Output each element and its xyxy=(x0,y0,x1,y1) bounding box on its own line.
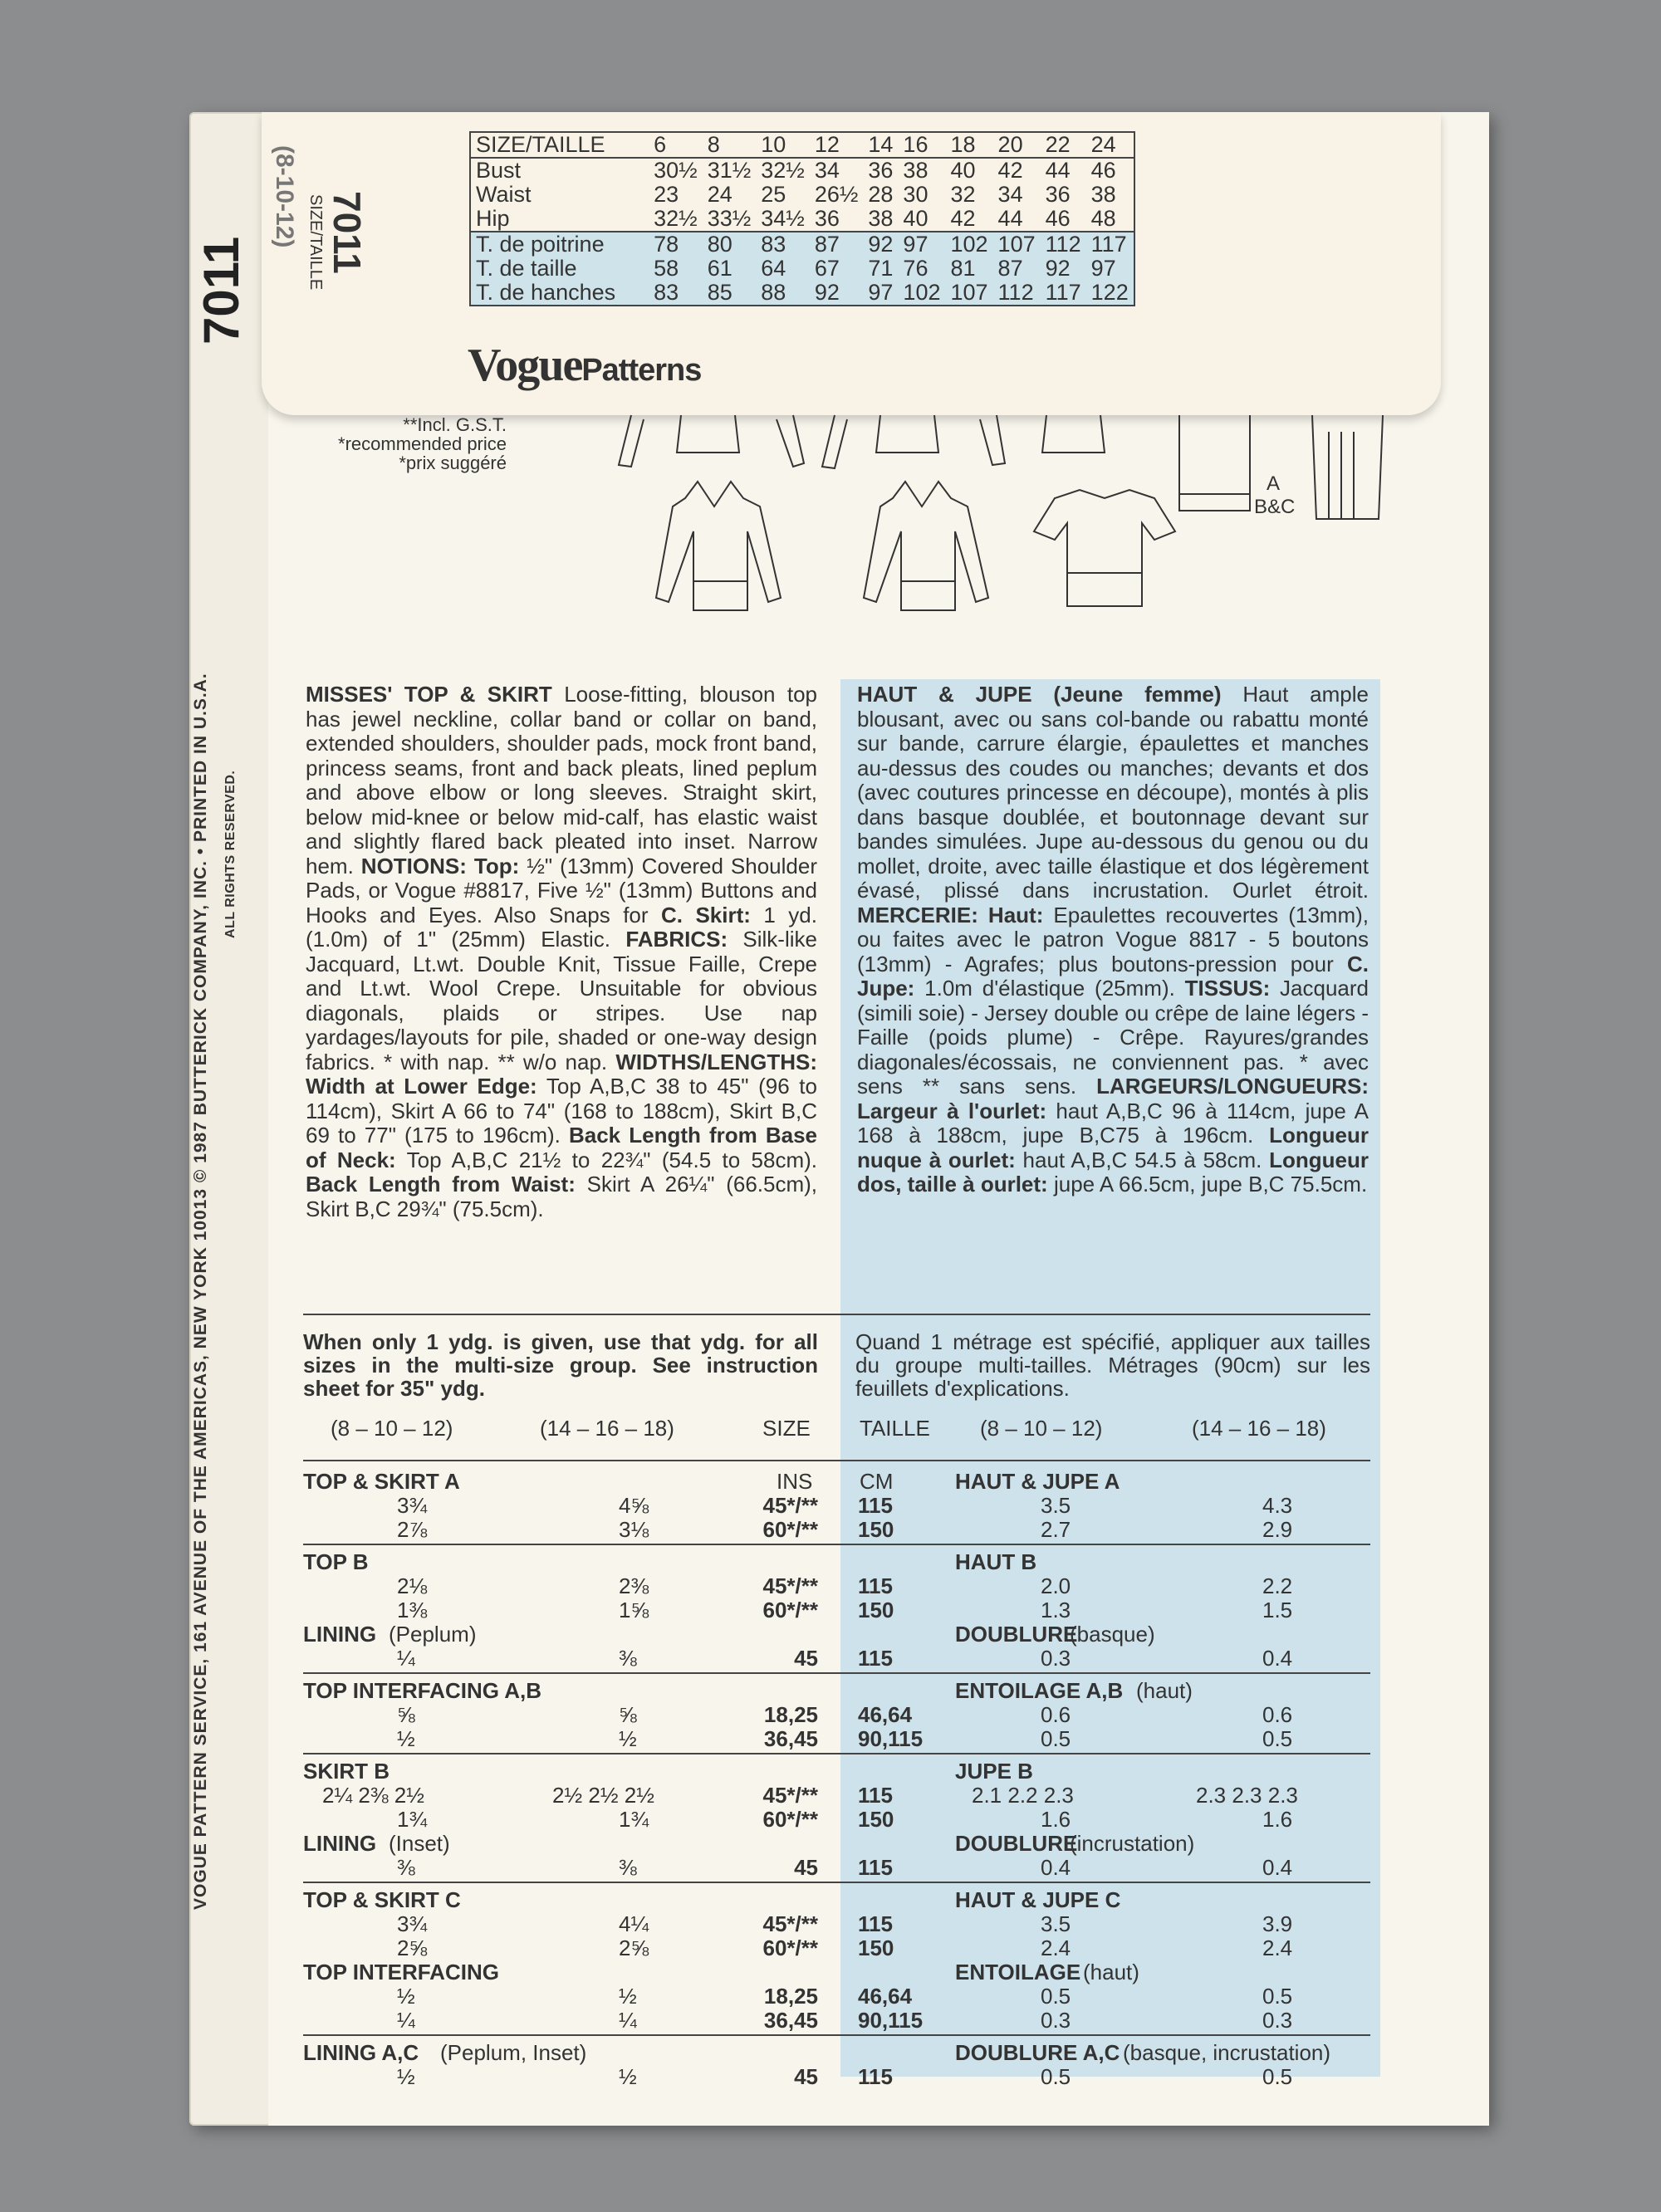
notions-text: ½" (13mm) Covered Shoulder Pads, or Vogue #8817, Five ½" (13mm) Buttons and Hooks and Eyes. Also Snaps for xyxy=(306,853,817,927)
yard-cell: 2⅛ xyxy=(397,1573,428,1598)
section-title: SKIRT B xyxy=(303,1759,390,1784)
size-cell: 30 xyxy=(903,182,928,207)
meter-cell: 1.6 xyxy=(1262,1807,1293,1832)
size-cell: 112 xyxy=(1041,232,1086,257)
publisher-info: VOGUE PATTERN SERVICE, 161 AVENUE OF THE AMERICAS, NEW YORK 10013 © 1987 BUTTERICK COMPANY, INC. • PRINTED IN U.S.A. xyxy=(191,673,210,1910)
size-cell: 30½ xyxy=(654,158,698,183)
meter-cell: 0.3 xyxy=(1041,2008,1071,2033)
size-cell: 61 xyxy=(703,257,757,281)
meter-cell: 0.6 xyxy=(1262,1702,1293,1727)
yard-cell: ⅝ xyxy=(397,1702,415,1727)
ins-cell: 45 xyxy=(794,1646,818,1671)
size-group-1: (8 – 10 – 12) xyxy=(331,1416,453,1441)
size-cell: 6 xyxy=(649,132,703,158)
size-cell: 22 xyxy=(1041,132,1086,158)
size-cell: 36 xyxy=(868,158,894,183)
size-cell: 34½ xyxy=(761,206,805,231)
ins-cell: 45 xyxy=(794,2064,818,2089)
yard-cell: 3¾ xyxy=(397,1911,428,1936)
yard-cell: ½ xyxy=(397,1984,415,2009)
size-cell: 92 xyxy=(810,281,864,306)
cm-cell: 150 xyxy=(858,1598,894,1622)
size-row-label: T. de taille xyxy=(470,257,649,281)
ins-cell: 45*/** xyxy=(762,1911,818,1936)
size-cell: 58 xyxy=(649,257,703,281)
size-cell: 10 xyxy=(756,132,810,158)
size-cell: 42 xyxy=(950,206,976,231)
top-figure-2 xyxy=(864,482,988,610)
mercerie-text-2: 1.0m d'élastique (25mm). xyxy=(924,976,1175,1001)
meter-cell: 0.4 xyxy=(1262,1646,1293,1671)
waist-length-text: Skirt A 26¼" (66.5cm), Skirt B,C 29¾" (75.5cm). xyxy=(306,1172,817,1221)
taille-group-1: (8 – 10 – 12) xyxy=(980,1416,1103,1441)
yard-cell: 2⅝ xyxy=(397,1936,428,1960)
yard-cell: ½ xyxy=(619,1726,637,1751)
meter-cell: 2.2 xyxy=(1262,1573,1293,1598)
size-cell: 83 xyxy=(756,232,810,257)
ins-cell: 18,25 xyxy=(763,1984,818,2009)
cm-cell: 115 xyxy=(858,1783,893,1808)
meter-cell: 0.3 xyxy=(1262,2008,1293,2033)
nuque-label: Longueur nuque à ourlet: xyxy=(857,1123,1369,1172)
meter-cell: 2.0 xyxy=(1041,1573,1071,1598)
desc-body-fr: Haut ample blousant, avec ou sans col-bande ou rabattu monté sur bande, carrure élargie, épaulettes et manches au-dessus des coudes ou manches; devants et dos (avec coutures princesse en découpe), montés à plis dans basque doublée, et boutonnage devant sur bandes simulées. Jupe au-dessous du genou ou du mollet, droite, avec taille élastique et dos légèrement évasé, plissé dans incrustation. Ourlet étroit. xyxy=(857,682,1369,903)
size-cell: 97 xyxy=(898,232,945,257)
mercerie-c: C. Jupe: xyxy=(857,951,1369,1001)
widths-label: WIDTHS/LENGTHS: Width at Lower Edge: xyxy=(306,1049,817,1099)
divider xyxy=(303,1753,1370,1754)
yard-cell: ⅜ xyxy=(619,1646,637,1671)
price-notes xyxy=(307,415,507,472)
size-cell: 67 xyxy=(810,257,864,281)
size-cell: 71 xyxy=(863,257,898,281)
section-subtitle-fr: (basque) xyxy=(1070,1622,1155,1647)
description-fr xyxy=(857,683,1369,1197)
size-cell: 44 xyxy=(997,206,1023,231)
size-cell: 18 xyxy=(945,132,992,158)
pattern-number: 7011 xyxy=(326,191,369,274)
size-stamp xyxy=(271,145,370,291)
section-subtitle: (Peplum) xyxy=(389,1622,477,1647)
size-cell: 46 xyxy=(1090,158,1116,183)
size-cell: 102 xyxy=(898,281,945,306)
meter-cell: 2.1 2.2 2.3 xyxy=(972,1783,1074,1808)
size-cell: 26½ xyxy=(814,182,859,207)
yard-cell: 1¾ xyxy=(397,1807,428,1832)
cm-cell: 46,64 xyxy=(858,1984,913,2009)
yard-cell: ½ xyxy=(619,2064,637,2089)
section-title: TOP & SKIRT C xyxy=(303,1887,461,1912)
size-cell: 97 xyxy=(863,281,898,306)
yard-cell: 2⅜ xyxy=(619,1573,649,1598)
size-cell: 87 xyxy=(810,232,864,257)
ins-cell: 36,45 xyxy=(763,2008,818,2033)
fabrics-label: FABRICS: xyxy=(625,927,728,952)
vogue-logo xyxy=(468,339,701,392)
size-row-label: T. de hanches xyxy=(470,281,649,306)
size-range: (8-10-12) xyxy=(271,145,298,248)
ins-cell: 45*/** xyxy=(762,1493,818,1518)
size-row-imperial xyxy=(470,183,1134,207)
fabrics-text: Silk-like Jacquard, Lt.wt. Double Knit, Tissue Faille, Crepe and Lt.wt. Wool Crepe. Unsuitable for obvious diagonals, plaids or stripes. Use nap yardages/layouts for pile, shaded or one-way design fabrics. * with nap. ** w/o nap. xyxy=(306,927,817,1074)
section-subtitle-fr: (incrustation) xyxy=(1070,1831,1195,1856)
mercerie-label: MERCERIE: Haut: xyxy=(857,902,1044,927)
size-cell: 36 xyxy=(814,206,840,231)
size-cell: 83 xyxy=(649,281,703,306)
pattern-number-side: 7011 xyxy=(194,236,249,345)
size-row-imperial xyxy=(470,158,1134,183)
cm-cell: 115 xyxy=(858,2064,893,2089)
size-cell: 34 xyxy=(814,158,840,183)
cm-cell: 46,64 xyxy=(858,1702,913,1727)
section-title-fr: JUPE B xyxy=(955,1759,1033,1784)
ins-cell: 60*/** xyxy=(762,1936,818,1960)
size-cell: 16 xyxy=(898,132,945,158)
yard-cell: ⅜ xyxy=(619,1855,637,1880)
yard-cell: ⅝ xyxy=(619,1702,637,1727)
top-figure-1 xyxy=(656,482,781,610)
section-title: TOP B xyxy=(303,1549,369,1574)
size-cell: 92 xyxy=(1041,257,1086,281)
yard-cell: 3⅛ xyxy=(619,1517,649,1542)
meter-cell: 4.3 xyxy=(1262,1493,1293,1518)
size-cell: 81 xyxy=(945,257,992,281)
top-sketch xyxy=(677,415,739,453)
size-cell: 14 xyxy=(863,132,898,158)
back-length-label: Back Length from Base of Neck: xyxy=(306,1123,818,1172)
size-cell: 117 xyxy=(1086,232,1134,257)
price-note: *recommended price xyxy=(338,433,507,454)
section-title-fr: HAUT & JUPE C xyxy=(955,1887,1121,1912)
cm-header: CM xyxy=(860,1469,894,1494)
nuque-text: haut A,B,C 54.5 à 58cm. xyxy=(1022,1147,1262,1172)
tissus-label: TISSUS: xyxy=(1184,976,1271,1001)
size-cell: 12 xyxy=(810,132,864,158)
yard-cell: ½ xyxy=(397,1726,415,1751)
cm-cell: 150 xyxy=(858,1517,894,1542)
yard-cell: 2⅞ xyxy=(397,1517,428,1542)
size-cell: 34 xyxy=(997,182,1023,207)
size-row-metric xyxy=(470,281,1134,306)
meter-cell: 3.9 xyxy=(1262,1911,1293,1936)
ins-header: INS xyxy=(777,1469,813,1494)
description-en xyxy=(306,683,817,1221)
size-cell: 40 xyxy=(950,158,976,183)
meter-cell: 2.3 2.3 2.3 xyxy=(1196,1783,1298,1808)
size-cell: 78 xyxy=(649,232,703,257)
section-title-fr: ENTOILAGE xyxy=(955,1960,1081,1984)
size-cell: 32½ xyxy=(654,206,698,231)
meter-cell: 2.9 xyxy=(1262,1517,1293,1542)
rights-reserved: ALL RIGHTS RESERVED. xyxy=(223,770,238,938)
ins-cell: 60*/** xyxy=(762,1807,818,1832)
meter-cell: 0.5 xyxy=(1262,1984,1293,2009)
size-cell: 44 xyxy=(1045,158,1071,183)
section-title-fr: DOUBLURE xyxy=(955,1622,1078,1647)
notions-label: NOTIONS: Top: xyxy=(360,853,520,878)
meter-cell: 1.5 xyxy=(1262,1598,1293,1622)
size-cell: 102 xyxy=(945,232,992,257)
size-cell: 24 xyxy=(707,182,733,207)
meter-cell: 0.5 xyxy=(1041,1984,1071,2009)
size-cell: 76 xyxy=(898,257,945,281)
yard-cell: 2½ 2½ 2½ xyxy=(552,1783,654,1808)
skirt-text: 1 yd. (1.0m) of 1" (25mm) Elastic. xyxy=(306,902,817,952)
section-title: LINING xyxy=(303,1622,377,1647)
ins-cell: 45*/** xyxy=(762,1783,818,1808)
taille-group-2: (14 – 16 – 18) xyxy=(1192,1416,1326,1441)
size-group-2: (14 – 16 – 18) xyxy=(540,1416,674,1441)
yard-cell: ¼ xyxy=(397,1646,415,1671)
ins-cell: 60*/** xyxy=(762,1598,818,1622)
back-length-text: Top A,B,C 21½ to 22¾" (54.5 to 58cm). xyxy=(406,1147,818,1172)
yard-cell: 2⅝ xyxy=(619,1936,649,1960)
ins-cell: 45 xyxy=(794,1855,818,1880)
illus-label-bc: B&C xyxy=(1254,496,1296,518)
illus-label-a: A xyxy=(1267,472,1281,495)
widths-text: Top A,B,C 38 to 45" (96 to 114cm), Skirt A 66 to 74" (168 to 188cm), Skirt B,C 69 to 77" (175 to 196cm). xyxy=(306,1074,817,1148)
cm-cell: 115 xyxy=(858,1493,893,1518)
divider xyxy=(303,1314,1370,1315)
size-cell: 107 xyxy=(993,232,1041,257)
cm-cell: 115 xyxy=(858,1573,893,1598)
size-cell: 20 xyxy=(993,132,1041,158)
section-title: TOP INTERFACING A,B xyxy=(303,1678,541,1703)
meter-cell: 0.5 xyxy=(1262,2064,1293,2089)
skirt-label: Skirt: xyxy=(695,902,751,927)
size-cell: 28 xyxy=(868,182,894,207)
yard-cell: ¼ xyxy=(619,2008,637,2033)
yard-cell: ⅜ xyxy=(397,1855,415,1880)
cm-cell: 115 xyxy=(858,1646,893,1671)
size-row-metric xyxy=(470,232,1134,257)
size-row-imperial xyxy=(470,207,1134,232)
logo-sub: Patterns xyxy=(581,353,702,388)
size-header: SIZE xyxy=(762,1416,811,1441)
size-cell: 48 xyxy=(1090,206,1116,231)
dos-label: Longueur dos, taille à ourlet: xyxy=(857,1147,1369,1197)
size-label: SIZE/TAILLE xyxy=(306,194,325,291)
yard-cell: ¼ xyxy=(397,2008,415,2033)
top-figure-3 xyxy=(1034,490,1175,606)
size-cell: 23 xyxy=(654,182,679,207)
size-row-metric xyxy=(470,257,1134,281)
ins-cell: 45*/** xyxy=(762,1573,818,1598)
size-row-label: SIZE/TAILLE xyxy=(470,132,649,158)
meter-cell: 0.5 xyxy=(1262,1726,1293,1751)
meter-cell: 3.5 xyxy=(1041,1911,1071,1936)
logo-main: Vogue xyxy=(468,340,582,391)
divider xyxy=(303,2034,1370,2036)
yard-cell: 2¼ 2⅜ 2½ xyxy=(322,1783,424,1808)
cm-cell: 115 xyxy=(858,1855,893,1880)
size-chart xyxy=(469,131,1135,306)
cm-cell: 90,115 xyxy=(858,2008,924,2033)
size-cell: 97 xyxy=(1086,257,1134,281)
size-cell: 87 xyxy=(993,257,1041,281)
ins-cell: 60*/** xyxy=(762,1517,818,1542)
cm-cell: 90,115 xyxy=(858,1726,924,1751)
size-cell: 40 xyxy=(903,206,928,231)
size-cell: 8 xyxy=(703,132,757,158)
size-cell: 38 xyxy=(1090,182,1116,207)
meter-cell: 0.6 xyxy=(1041,1702,1071,1727)
section-title: TOP INTERFACING xyxy=(303,1960,499,1984)
size-cell: 38 xyxy=(903,158,928,183)
sleeve-sketch xyxy=(619,415,644,467)
yard-cell: 1¾ xyxy=(619,1807,649,1832)
size-cell: 117 xyxy=(1041,281,1086,306)
notions-c: C. xyxy=(661,902,683,927)
size-cell: 112 xyxy=(993,281,1041,306)
size-cell: 46 xyxy=(1045,206,1071,231)
yard-cell: 1⅜ xyxy=(397,1598,428,1622)
cm-cell: 150 xyxy=(858,1807,894,1832)
cm-cell: 150 xyxy=(858,1936,894,1960)
section-subtitle-fr: (haut) xyxy=(1083,1960,1139,1984)
size-cell: 32½ xyxy=(761,158,805,183)
ins-cell: 36,45 xyxy=(763,1726,818,1751)
taille-header: TAILLE xyxy=(860,1416,930,1441)
size-cell: 42 xyxy=(997,158,1023,183)
yard-cell: 4¼ xyxy=(619,1911,649,1936)
section-title-fr: DOUBLURE xyxy=(955,1831,1078,1856)
yard-cell: ½ xyxy=(397,2064,415,2089)
desc-body: Loose-fitting, blouson top has jewel neckline, collar band or collar on band, extended shoulders, shoulder pads, mock front band, princess seams, front and back pleats, lined peplum and above elbow or long sleeves. Straight skirt, below mid-knee or below mid-calf, has elastic waist and slightly flared back pleated into inset. Narrow hem. xyxy=(306,682,817,878)
size-row-label: Hip xyxy=(476,206,510,231)
size-cell: 31½ xyxy=(707,158,752,183)
yardage-note-fr: Quand 1 métrage est spécifié, appliquer aux tailles du groupe multi-tailles. Métrages (90cm) sur les feuillets d'explications. xyxy=(855,1329,1370,1401)
meter-cell: 2.7 xyxy=(1041,1517,1071,1542)
meter-cell: 0.4 xyxy=(1041,1855,1071,1880)
section-title-fr: HAUT & JUPE A xyxy=(955,1469,1120,1494)
size-cell: 24 xyxy=(1086,132,1134,158)
section-title-fr: HAUT B xyxy=(955,1549,1037,1574)
price-note: *prix suggéré xyxy=(399,453,507,473)
size-cell: 32 xyxy=(950,182,976,207)
yardage-note-en: When only 1 ydg. is given, use that ydg. for all sizes in the multi-size group. See instruction sheet for 35" ydg. xyxy=(303,1329,818,1401)
size-row-label: T. de poitrine xyxy=(470,232,649,257)
meter-cell: 0.5 xyxy=(1041,2064,1071,2089)
yard-cell: ½ xyxy=(619,1984,637,2009)
waist-length-label: Back Length from Waist: xyxy=(306,1172,576,1197)
size-row-label: Bust xyxy=(476,158,522,183)
size-header-row xyxy=(470,132,1134,158)
meter-cell: 1.6 xyxy=(1041,1807,1071,1832)
size-row-label: Waist xyxy=(476,182,532,207)
divider xyxy=(303,1882,1370,1883)
size-cell: 33½ xyxy=(707,206,752,231)
divider xyxy=(303,1672,1370,1674)
largeurs-label: LARGEURS/LONGUEURS: Largeur à l'ourlet: xyxy=(857,1074,1369,1123)
meter-cell: 0.3 xyxy=(1041,1646,1071,1671)
meter-cell: 1.3 xyxy=(1041,1598,1071,1622)
yard-cell: 3¾ xyxy=(397,1493,428,1518)
size-cell: 107 xyxy=(945,281,992,306)
size-cell: 92 xyxy=(863,232,898,257)
yard-cell: 1⅝ xyxy=(619,1598,649,1622)
skirt-sketch xyxy=(1179,415,1250,511)
mercerie-text: Epaulettes recouvertes (13mm), ou faites avec le patron Vogue 8817 - 5 boutons (13mm) - Agrafes; plus boutons-pression pour xyxy=(857,902,1369,976)
meter-cell: 2.4 xyxy=(1262,1936,1293,1960)
section-title: LINING A,C xyxy=(303,2040,419,2065)
dos-text: jupe A 66.5cm, jupe B,C 75.5cm. xyxy=(1053,1172,1368,1197)
size-cell: 25 xyxy=(761,182,786,207)
size-cell: 122 xyxy=(1086,281,1134,306)
size-cell: 80 xyxy=(703,232,757,257)
section-title: LINING xyxy=(303,1831,377,1856)
price-note: **Incl. G.S.T. xyxy=(403,414,507,435)
desc-title: MISSES' TOP & SKIRT xyxy=(306,682,552,707)
divider xyxy=(303,1544,1370,1545)
meter-cell: 0.5 xyxy=(1041,1726,1071,1751)
section-title: TOP & SKIRT A xyxy=(303,1469,460,1494)
cm-cell: 115 xyxy=(858,1911,893,1936)
size-cell: 88 xyxy=(756,281,810,306)
size-cell: 85 xyxy=(703,281,757,306)
size-cell: 38 xyxy=(868,206,894,231)
ins-cell: 18,25 xyxy=(763,1702,818,1727)
section-title-fr: DOUBLURE A,C xyxy=(955,2040,1120,2065)
section-title-fr: ENTOILAGE A,B xyxy=(955,1678,1124,1703)
garment-illustrations xyxy=(615,415,1404,664)
meter-cell: 3.5 xyxy=(1041,1493,1071,1518)
desc-title-fr: HAUT & JUPE (Jeune femme) xyxy=(857,682,1222,707)
largeurs-text: haut A,B,C 96 à 114cm, jupe A 168 à 188cm, jupe B,C75 à 196cm. xyxy=(857,1098,1369,1148)
size-cell: 64 xyxy=(756,257,810,281)
section-subtitle-fr: (basque, incrustation) xyxy=(1123,2040,1331,2065)
tissus-text: Jacquard (simili soie) - Jersey double ou crêpe de laine légers - Faille (poids plume) - Crêpe. Rayures/grandes diagonales/écossais, ne conviennent pas. * avec sens ** sans sens. xyxy=(857,976,1369,1099)
divider xyxy=(303,1460,1370,1461)
yard-cell: 4⅝ xyxy=(619,1493,649,1518)
meter-cell: 2.4 xyxy=(1041,1936,1071,1960)
size-cell: 36 xyxy=(1045,182,1071,207)
meter-cell: 0.4 xyxy=(1262,1855,1293,1880)
section-subtitle-fr: (haut) xyxy=(1136,1678,1193,1703)
section-subtitle: (Peplum, Inset) xyxy=(440,2040,587,2065)
section-subtitle: (Inset) xyxy=(389,1831,450,1856)
